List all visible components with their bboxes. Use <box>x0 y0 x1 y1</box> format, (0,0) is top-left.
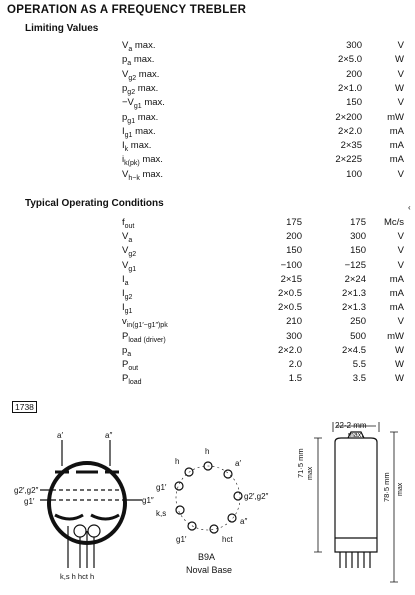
page-title: OPERATION AS A FREQUENCY TREBLER <box>7 4 247 16</box>
param-symbol: $p_a$ max. <box>122 54 155 68</box>
margin-mark: ‹ <box>408 203 411 212</box>
typical-row <box>0 302 415 316</box>
dim-total: 78·5 mm <box>382 472 391 502</box>
param-symbol: $i_{k(pk)}$ max. <box>122 154 163 168</box>
unit: mA <box>389 125 404 137</box>
typical-row <box>0 373 415 387</box>
typical-row <box>0 316 415 330</box>
value-col1: 2×0.5 <box>277 302 302 314</box>
limiting-row <box>0 54 415 68</box>
param-symbol: $f_{out}$ <box>122 217 135 230</box>
value-col2: 2×1.3 <box>341 302 366 314</box>
unit: V <box>397 245 404 257</box>
limiting-value: 2×2.0 <box>337 125 362 137</box>
figure-drawings <box>0 418 415 595</box>
base-a1: a′ <box>235 459 241 468</box>
dim-total-sub: max <box>397 482 404 496</box>
limiting-value: 2×1.0 <box>337 82 362 94</box>
param-symbol: $P_{load}$ <box>122 373 142 387</box>
base-name: Noval Base <box>186 565 233 575</box>
value-col2: 300 <box>350 231 366 243</box>
unit: V <box>397 168 404 180</box>
limiting-row <box>0 154 415 168</box>
pin-g2-label: g2′,g2″ <box>14 486 39 495</box>
param-symbol: $I_k$ max. <box>122 140 152 153</box>
pin-a2-label: a″ <box>105 431 113 440</box>
pin-g1b-label: g1″ <box>142 496 154 505</box>
typical-row <box>0 245 415 259</box>
unit: Mc/s <box>383 217 404 228</box>
base-ks: k,s <box>156 509 167 518</box>
value-col1: 1.5 <box>288 373 302 385</box>
param-symbol: $P_{out}$ <box>122 359 139 372</box>
limiting-value: 300 <box>346 40 362 51</box>
param-symbol: $I_{g2}$ <box>122 288 133 301</box>
param-symbol: $I_{g1}$ <box>122 302 133 316</box>
value-col1: −100 <box>280 259 302 271</box>
value-col2: 150 <box>350 245 366 257</box>
dim-width: 22·2 mm <box>335 421 367 430</box>
limiting-value: 2×35 <box>340 140 362 152</box>
base-h-top: h <box>205 447 210 456</box>
value-col2: 500 <box>350 330 366 342</box>
unit: mA <box>389 273 404 285</box>
value-col1: 2×0.5 <box>277 288 302 299</box>
param-symbol: $V_a$ max. <box>122 40 156 53</box>
pin-g1a-label: g1′ <box>24 497 35 506</box>
base-hct: hct <box>222 535 233 544</box>
param-symbol: $p_a$ <box>122 344 132 358</box>
unit: W <box>395 344 404 356</box>
typical-row <box>0 331 415 345</box>
limiting-value: 100 <box>346 168 362 180</box>
value-col2: 250 <box>350 316 366 328</box>
base-a2: a″ <box>240 517 248 526</box>
unit: mW <box>387 330 404 342</box>
unit: V <box>397 259 404 271</box>
pin-a1-label: a′ <box>57 431 63 440</box>
schematic-bottom-label: k,s h hct h <box>60 572 95 581</box>
unit: V <box>397 97 404 109</box>
unit: V <box>397 316 404 328</box>
unit: W <box>395 359 404 370</box>
param-symbol: $V_{h-k}$ max. <box>122 168 164 182</box>
limiting-value: 200 <box>346 68 362 80</box>
limiting-value: 2×200 <box>335 111 362 123</box>
dim-body-sub: max <box>307 466 314 480</box>
unit: mA <box>389 302 404 314</box>
value-col1: 300 <box>286 330 302 342</box>
param-symbol: $I_{g1}$ max. <box>122 125 156 139</box>
value-col2: 3.5 <box>352 373 366 385</box>
base-h-left: h <box>175 457 180 466</box>
value-col2: 2×4.5 <box>341 344 366 356</box>
unit: mA <box>389 154 404 166</box>
limiting-row <box>0 97 415 111</box>
unit: V <box>397 231 404 243</box>
figure-number: 1738 <box>12 401 37 413</box>
limiting-row <box>0 69 415 83</box>
unit: W <box>395 82 404 94</box>
base-type: B9A <box>198 552 216 562</box>
unit: W <box>395 54 404 66</box>
unit: V <box>397 68 404 80</box>
unit: mA <box>389 288 404 299</box>
limiting-row <box>0 112 415 126</box>
limiting-value: 150 <box>346 97 362 109</box>
value-col1: 2×2.0 <box>277 344 302 356</box>
value-col1: 210 <box>286 316 302 328</box>
value-col1: 175 <box>286 217 302 228</box>
unit: V <box>397 40 404 51</box>
value-col1: 2.0 <box>288 359 302 370</box>
typical-row <box>0 260 415 274</box>
value-col2: 2×1.3 <box>341 288 366 299</box>
param-symbol: $V_{g2}$ max. <box>122 68 160 82</box>
limiting-row <box>0 140 415 154</box>
base-g2: g2′,g2″ <box>244 492 269 501</box>
typical-row <box>0 217 415 231</box>
unit: mW <box>387 111 404 123</box>
value-col1: 150 <box>286 245 302 257</box>
base-g1a: g1′ <box>156 483 167 492</box>
param-symbol: $I_a$ <box>122 273 129 287</box>
param-symbol: $V_a$ <box>122 231 133 245</box>
param-symbol: $P_{load (driver)}$ <box>122 330 166 344</box>
value-col2: 175 <box>350 217 366 228</box>
limiting-heading: Limiting Values <box>25 23 99 34</box>
typical-row <box>0 231 415 245</box>
unit: W <box>395 373 404 385</box>
typical-row <box>0 274 415 288</box>
value-col2: 5.5 <box>352 359 366 370</box>
param-symbol: $-V_{g1}$ max. <box>122 97 165 111</box>
param-symbol: $v_{in(g1'-g1'')pk}$ <box>122 316 168 330</box>
typical-row <box>0 345 415 359</box>
typical-row <box>0 288 415 302</box>
param-symbol: $V_{g2}$ <box>122 245 137 259</box>
value-col1: 200 <box>286 231 302 243</box>
dim-width-sub: max. <box>348 432 364 439</box>
typical-heading: Typical Operating Conditions <box>25 198 164 209</box>
limiting-row <box>0 169 415 183</box>
limiting-row <box>0 40 415 54</box>
limiting-row <box>0 83 415 97</box>
value-col2: −125 <box>344 259 366 271</box>
value-col1: 2×15 <box>280 273 302 285</box>
value-col2: 2×24 <box>344 273 366 285</box>
param-symbol: $p_{g2}$ max. <box>122 82 159 96</box>
unit: mA <box>389 140 404 152</box>
limiting-row <box>0 126 415 140</box>
param-symbol: $p_{g1}$ max. <box>122 111 159 125</box>
limiting-value: 2×225 <box>335 154 362 166</box>
base-diagram <box>175 462 242 533</box>
schematic-symbol <box>40 440 142 568</box>
typical-row <box>0 359 415 373</box>
param-symbol: $V_{g1}$ <box>122 259 137 273</box>
base-g1b: g1′ <box>176 535 187 544</box>
limiting-value: 2×5.0 <box>337 54 362 66</box>
dim-body: 71·5 mm <box>296 448 305 478</box>
